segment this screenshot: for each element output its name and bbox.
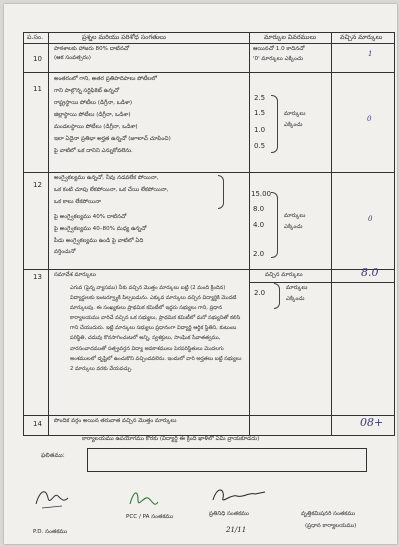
row-13-scale-label-2: ఎక్కించు	[286, 296, 305, 302]
pcc-signature-label: PCC / PA సంతకము	[126, 514, 174, 520]
row-12-line-7: వర్తించునో	[54, 249, 76, 255]
row-11-number: 11	[33, 85, 42, 93]
signature-date: 21/11	[226, 526, 247, 534]
row-11-scale-3: 1.0	[254, 126, 266, 134]
commissioner-signature-sublabel: (ప్రధాన కార్యాలయము)	[305, 523, 357, 529]
application-form-page	[4, 4, 397, 544]
row-11-line-1: అంతరంలో గాని, అతర ప్రతిపాదిపాలు పోటీలలో	[54, 76, 157, 82]
row-13-brace	[274, 283, 280, 309]
pcc-signature	[124, 486, 164, 514]
row-12-brace	[271, 192, 278, 258]
header-serial: ప.సం.	[27, 34, 44, 41]
header-item: ప్రశ్నల మరియు పరిశోధ సంగతులు	[82, 34, 166, 41]
row-12-scale-label-1: మార్కులు	[284, 213, 306, 219]
office-use-note: కార్యాలయము ఉపయోగము కొరకు (విద్యార్థి ఈ క్రింది ఖాళీలో ఏమీ వ్రాయకూడదు)	[82, 436, 260, 442]
row-11-line-3: రాష్ట్రస్థాయి పోటీలు (డిగ్రీనా, ఒడిశా)	[54, 100, 133, 106]
row-12-line-1: అంగ్వైకల్యము ఉన్నచో, నీవు నడవలేక పోయినా,	[54, 175, 159, 181]
row-12-scale-2: 8.0	[253, 205, 265, 213]
row-11-line-7: పై వాటిలో ఒక దానిని ఎన్నుకోవలెను.	[54, 148, 133, 154]
representative-signature	[209, 484, 269, 508]
row-12-scale-1: 15.00	[251, 190, 272, 198]
row-13-number: 13	[33, 273, 42, 281]
row-12-small-brace	[218, 175, 224, 209]
header-detail: మార్కుల వివరములు	[264, 34, 317, 41]
row-12-scale-4: 2.0	[253, 250, 265, 258]
row-12-line-5: పై అంగ్వైకల్యము 40–80% మధ్య ఉన్నచో	[54, 226, 147, 232]
row-13-body: ఎగువ (పైన్న వ్యాసము) నీకు వచ్చిన మొత్తం మార్కులు బట్టి (2 మంది క్రిందిన) విద్యార్థులకు ఇంటర్వ్యూకి పిల్చబడును. ఎక్కువ మార్కులు వచ్చిన విద్యార్థికి మొదటి మార్కులపు. ఈ సంఖ్యకులు ప్రాథమిక కమిటీలో ఇద్దరు సభ్యులు గాని, ప్రధాన కార్యాలయము వారిచే వచ్చిన ఒక సభ్యులు, ప్రాథమిక కమిటీలో మరో సభ్యునితో కలిసి గాని చేయుదురు. ఇట్టి మార్కులు సభ్యులు ప్రధానంగా విద్యార్థి ఆర్థిక స్థితిని, కుటుంబ పరిస్థితి, చదువు కొనసాగించుటలో అన్ని, స్వశక్తులు, సాంఘిక సేవాతత్వము, వారసంవాదముతో సత్ప్రవర్తన విద్యా అవకాశములు పెరపరిస్థితులు మొదలగు అంశములలో దృష్టిలో ఉంచుకొని వచ్చిందవలెను. ఇందులో వారి అర్హతలు బట్టి సభ్యులు 2 మార్కులు వరకు వేయవచ్చు.	[70, 285, 242, 372]
row-11-scale-label-1: మార్కులు	[284, 111, 306, 117]
result-box[interactable]	[87, 448, 367, 472]
row-11-brace	[271, 95, 278, 153]
row-10-line-1: పాఠశాలకు హాజరు 80% దాటినచో	[54, 46, 130, 52]
row-14-text: పొందిక వర్గం అయిన తరువాత వచ్చిన మొత్తం మార్కులు	[54, 418, 177, 424]
row-13-title: సమావేశ మార్కులు	[54, 272, 96, 278]
row-12-scale-label-2: ఎక్కించు	[284, 224, 303, 230]
row-11-scale-2: 1.5	[254, 109, 266, 117]
row-10-detail-1: ఆయినచో 1.0 కాదినచో	[253, 46, 305, 52]
row-11-scale-1: 2.5	[254, 94, 266, 102]
row-12-line-2: ఒక కంటి చూపు లేకపోయినా, ఒక చేయి లేకపోయినా,	[54, 187, 169, 193]
row-13-marks: 8.0	[361, 266, 379, 279]
row-13-scale-1: 2.0	[254, 289, 266, 297]
row-11-scale-label-2: ఎక్కించు	[284, 122, 303, 128]
row-12-line-4: పై అంగ్వైకల్యము 40% దాటినచో	[54, 214, 127, 220]
commissioner-signature-label: వృత్తికమిషనరి సంతకము	[301, 511, 356, 517]
row-12-marks: 0	[368, 215, 373, 223]
row-14-marks: 08+	[360, 416, 384, 429]
row-11-line-6: ఇలా ఏదైనా ప్రతిభా అర్హత ఉన్నచో (జూలాచ్ చూపించి)	[54, 136, 171, 142]
row-10-detail-2: '0' మార్కులు ఎక్కించు	[253, 56, 304, 62]
representative-signature-label: ప్రతినిధి సంతకము	[209, 511, 249, 517]
pd-signature	[32, 484, 72, 514]
row-12-scale-3: 4.0	[253, 221, 265, 229]
row-13-scale-label-1: మార్కులు	[286, 285, 308, 291]
row-12-line-6: పీడు అంగ్వైకల్యము ఉండి పై వాటిలో ఏది	[54, 238, 144, 244]
marks-table	[23, 32, 395, 436]
row-11-scale-4: 0.5	[254, 142, 266, 150]
row-10-marks: 1	[368, 50, 373, 58]
row-11-line-2: గాని పాల్గొన్న సర్టిఫికెట్ ఉన్నచో	[54, 88, 120, 94]
pd-signature-label: P.D. సంతకము	[33, 529, 68, 535]
header-marks: వచ్చిన మార్కులు	[340, 34, 383, 41]
row-10-number: 10	[33, 55, 42, 63]
result-label: ఫలితము:	[41, 452, 65, 459]
row-13-mark-header: వచ్చిన మార్కులు	[265, 272, 303, 278]
row-12-line-3: ఒక కాలు లేకపోయినా	[54, 199, 101, 205]
row-14-number: 14	[33, 420, 42, 428]
row-10-line-2: (ఆక సంవత్సరం)	[54, 55, 91, 61]
row-11-marks: 0	[367, 115, 372, 123]
row-12-number: 12	[33, 181, 42, 189]
row-11-line-4: జిల్లాస్థాయి పోటీలు (డిగ్రీనా, ఒడిశా)	[54, 112, 131, 118]
row-11-line-5: మండలస్థాయి పోటీలు (డిగ్రీనా, ఒడిశా)	[54, 124, 138, 130]
